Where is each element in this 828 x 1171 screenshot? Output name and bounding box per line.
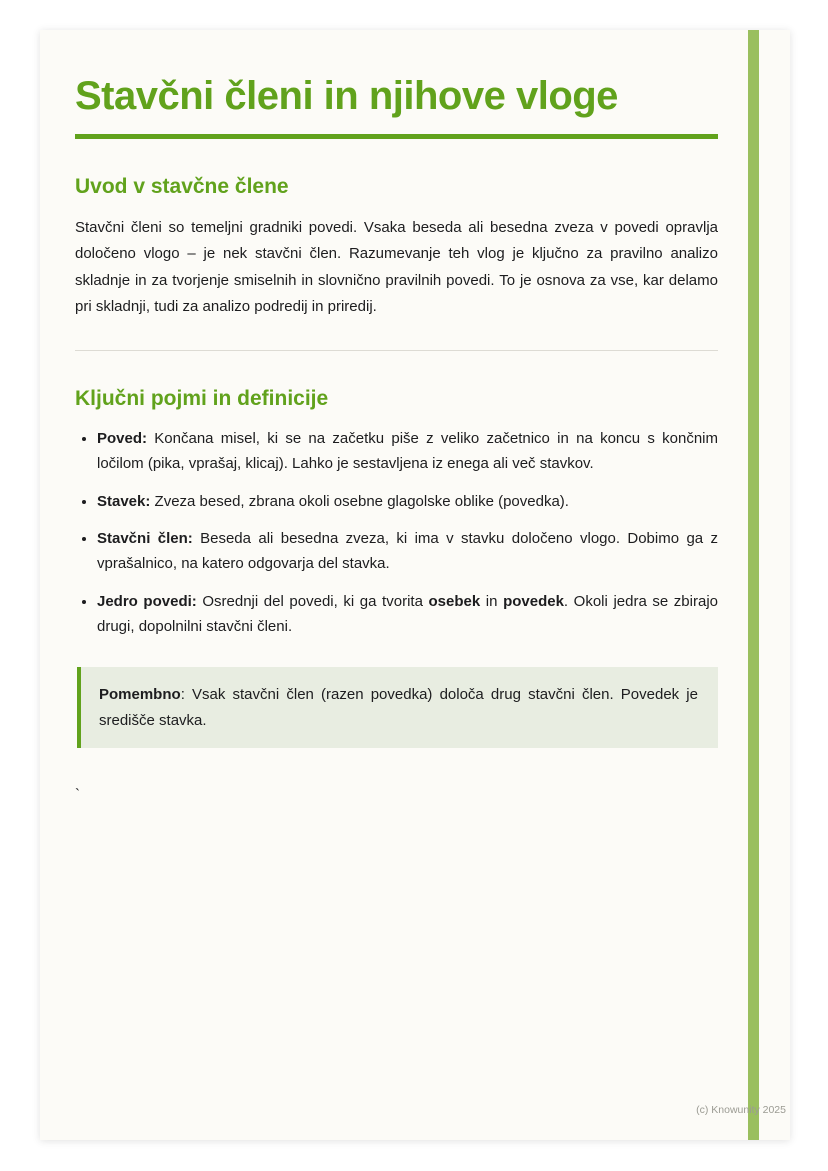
term-definition: Beseda ali besedna zveza, ki ima v stavku določeno vlogo. Dobimo ga z vprašalnico, na katero odgovarja del stavka. — [97, 530, 718, 572]
important-callout — [77, 667, 718, 748]
callout-label: Pomembno — [99, 686, 181, 704]
intro-paragraph: Stavčni členi so temeljni gradniki povedi. Vsaka beseda ali besedna zveza v povedi opravlja določeno vlogo – je nek stavčni člen. Razumevanje teh vlog je ključno za pravilno analizo skladnje in za tvorjenje smiselnih in slovnično pravilnih povedi. To je osnova za vse, kar delamo pri skladnji, tudi za analizo podredij in priredij. — [75, 219, 718, 315]
copyright-footer: (c) Knowunity 2025 — [696, 1104, 786, 1116]
section-heading-terms: Ključni pojmi in definicije — [75, 387, 329, 410]
title-underline — [75, 134, 718, 139]
document-content — [40, 30, 790, 803]
page-title: Stavčni členi in njihove vloge — [75, 74, 618, 118]
definitions-list — [75, 427, 718, 639]
term-definition: Končana misel, ki se na začetku piše z veliko začetnico in na koncu s končnim ločilom (pika, vprašaj, klicaj). Lahko je sestavljena iz enega ali več stavkov. — [97, 430, 718, 472]
section-divider — [75, 350, 718, 351]
list-item-stavek — [97, 490, 718, 515]
term-label: Poved: — [97, 430, 148, 447]
document-page — [40, 30, 790, 1140]
callout-text: : Vsak stavčni člen (razen povedka) določa drug stavčni člen. Povedek je središče stavka. — [99, 686, 698, 729]
section-heading-intro: Uvod v stavčne člene — [75, 175, 289, 198]
term-definition-part: Osrednji del povedi, ki ga tvorita — [196, 592, 429, 610]
term-definition-part: in — [480, 592, 504, 610]
term-definition-part: . Okoli jedra se zbirajo drugi, dopolnilni stavčni členi. — [97, 592, 718, 635]
stray-backtick: ` — [75, 786, 80, 804]
term-label: Stavek: — [97, 492, 151, 510]
inline-bold-term: osebek — [428, 592, 481, 610]
term-definition: Zveza besed, zbrana okoli osebne glagolske oblike (povedka). — [150, 492, 569, 510]
term-label: Stavčni člen: — [97, 530, 193, 548]
list-item-stavcni-clen — [97, 527, 718, 577]
inline-bold-term: povedek — [503, 592, 564, 610]
term-label: Jedro povedi: — [97, 592, 197, 610]
list-item-jedro-povedi — [97, 590, 718, 640]
list-item-poved — [97, 427, 718, 477]
